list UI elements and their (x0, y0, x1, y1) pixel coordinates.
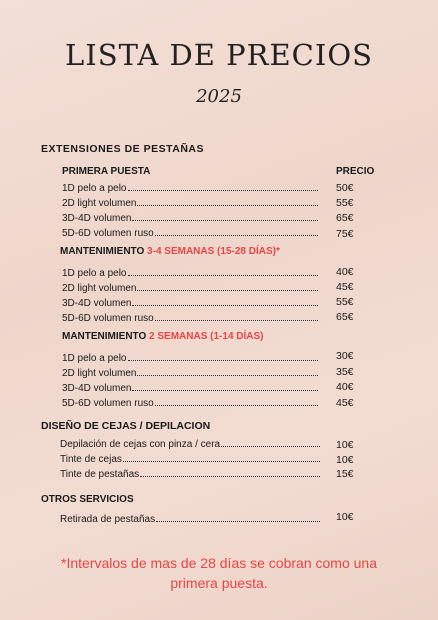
list-item (62, 310, 320, 324)
dot-leader (128, 189, 319, 191)
item-label: 5D-6D volumen ruso (62, 398, 154, 409)
list-item (60, 466, 322, 480)
subheading-first-application: PRIMERA PUESTA (62, 166, 151, 177)
item-price: 55€ (336, 197, 354, 209)
item-price: 15€ (336, 468, 354, 480)
item-price: 10€ (336, 511, 354, 523)
item-price: 55€ (336, 296, 354, 308)
dot-leader (123, 460, 320, 462)
item-price: 40€ (336, 266, 354, 278)
list-item (62, 180, 320, 194)
list-item (62, 225, 320, 239)
item-label: 2D light volumen (62, 283, 137, 294)
item-price: 10€ (336, 454, 354, 466)
dot-leader (132, 389, 318, 391)
item-price: 65€ (336, 212, 354, 224)
footer-line-1: *Intervalos de mas de 28 días se cobran como una (61, 555, 377, 571)
section-heading-brows: DISEÑO DE CEJAS / DEPILACION (41, 420, 211, 432)
dot-leader (155, 234, 318, 236)
item-label: 1D pelo a pelo (62, 183, 127, 194)
year-label: 2025 (196, 86, 242, 107)
list-item (60, 436, 322, 450)
subheading-maintenance-3-4-weeks (60, 246, 280, 257)
dot-leader (156, 520, 320, 522)
maintenance-range: 3-4 SEMANAS (15-28 DÍAS)* (147, 246, 280, 257)
dot-leader (155, 319, 318, 321)
item-label: 2D light volumen (62, 368, 137, 379)
item-label: 3D-4D volumen (62, 383, 132, 394)
list-item (62, 295, 320, 309)
list-item (60, 511, 322, 525)
maintenance-prefix: MANTENIMIENTO (60, 246, 148, 257)
item-label: Tinte de cejas (60, 454, 122, 465)
list-item (62, 280, 320, 294)
list-item (62, 265, 320, 279)
section-heading-other: OTROS SERVICIOS (41, 494, 134, 505)
item-price: 45€ (336, 397, 354, 409)
item-price: 40€ (336, 381, 354, 393)
item-label: 3D-4D volumen (62, 298, 132, 309)
list-item (62, 350, 320, 364)
dot-leader (155, 404, 318, 406)
item-price: 45€ (336, 281, 354, 293)
price-column-header: PRECIO (336, 166, 375, 177)
list-item (62, 195, 320, 209)
dot-leader (128, 274, 319, 276)
item-label: Retirada de pestañas (60, 514, 156, 525)
item-label: 3D-4D volumen (62, 213, 132, 224)
item-price: 50€ (336, 182, 354, 194)
dot-leader (132, 219, 318, 221)
section-heading-lashes: EXTENSIONES DE PESTAÑAS (41, 143, 205, 155)
item-label: 5D-6D volumen ruso (62, 313, 154, 324)
footer-note (20, 553, 418, 593)
item-price: 35€ (336, 366, 354, 378)
item-label: Depilación de cejas con pinza / cera (60, 439, 221, 450)
list-item (62, 395, 320, 409)
item-price: 75€ (336, 228, 354, 240)
list-item (60, 451, 322, 465)
item-price: 10€ (336, 439, 354, 451)
list-item (62, 380, 320, 394)
item-label: Tinte de pestañas (60, 469, 140, 480)
dot-leader (140, 475, 320, 477)
dot-leader (137, 289, 318, 291)
item-price: 30€ (336, 350, 354, 362)
dot-leader (137, 204, 318, 206)
dot-leader (221, 445, 320, 447)
footer-line-2: primera puesta. (170, 575, 268, 591)
page-title: LISTA DE PRECIOS (65, 38, 373, 72)
item-label: 1D pelo a pelo (62, 268, 127, 279)
list-item (62, 365, 320, 379)
maintenance-prefix: MANTENIMIENTO (62, 331, 150, 342)
item-label: 1D pelo a pelo (62, 353, 127, 364)
item-label: 5D-6D volumen ruso (62, 228, 154, 239)
dot-leader (132, 304, 318, 306)
maintenance-range: 2 SEMANAS (1-14 DÍAS) (149, 331, 264, 342)
item-price: 65€ (336, 311, 354, 323)
dot-leader (137, 374, 318, 376)
subheading-maintenance-2-weeks (62, 331, 264, 342)
dot-leader (128, 359, 319, 361)
list-item (62, 210, 320, 224)
item-label: 2D light volumen (62, 198, 137, 209)
